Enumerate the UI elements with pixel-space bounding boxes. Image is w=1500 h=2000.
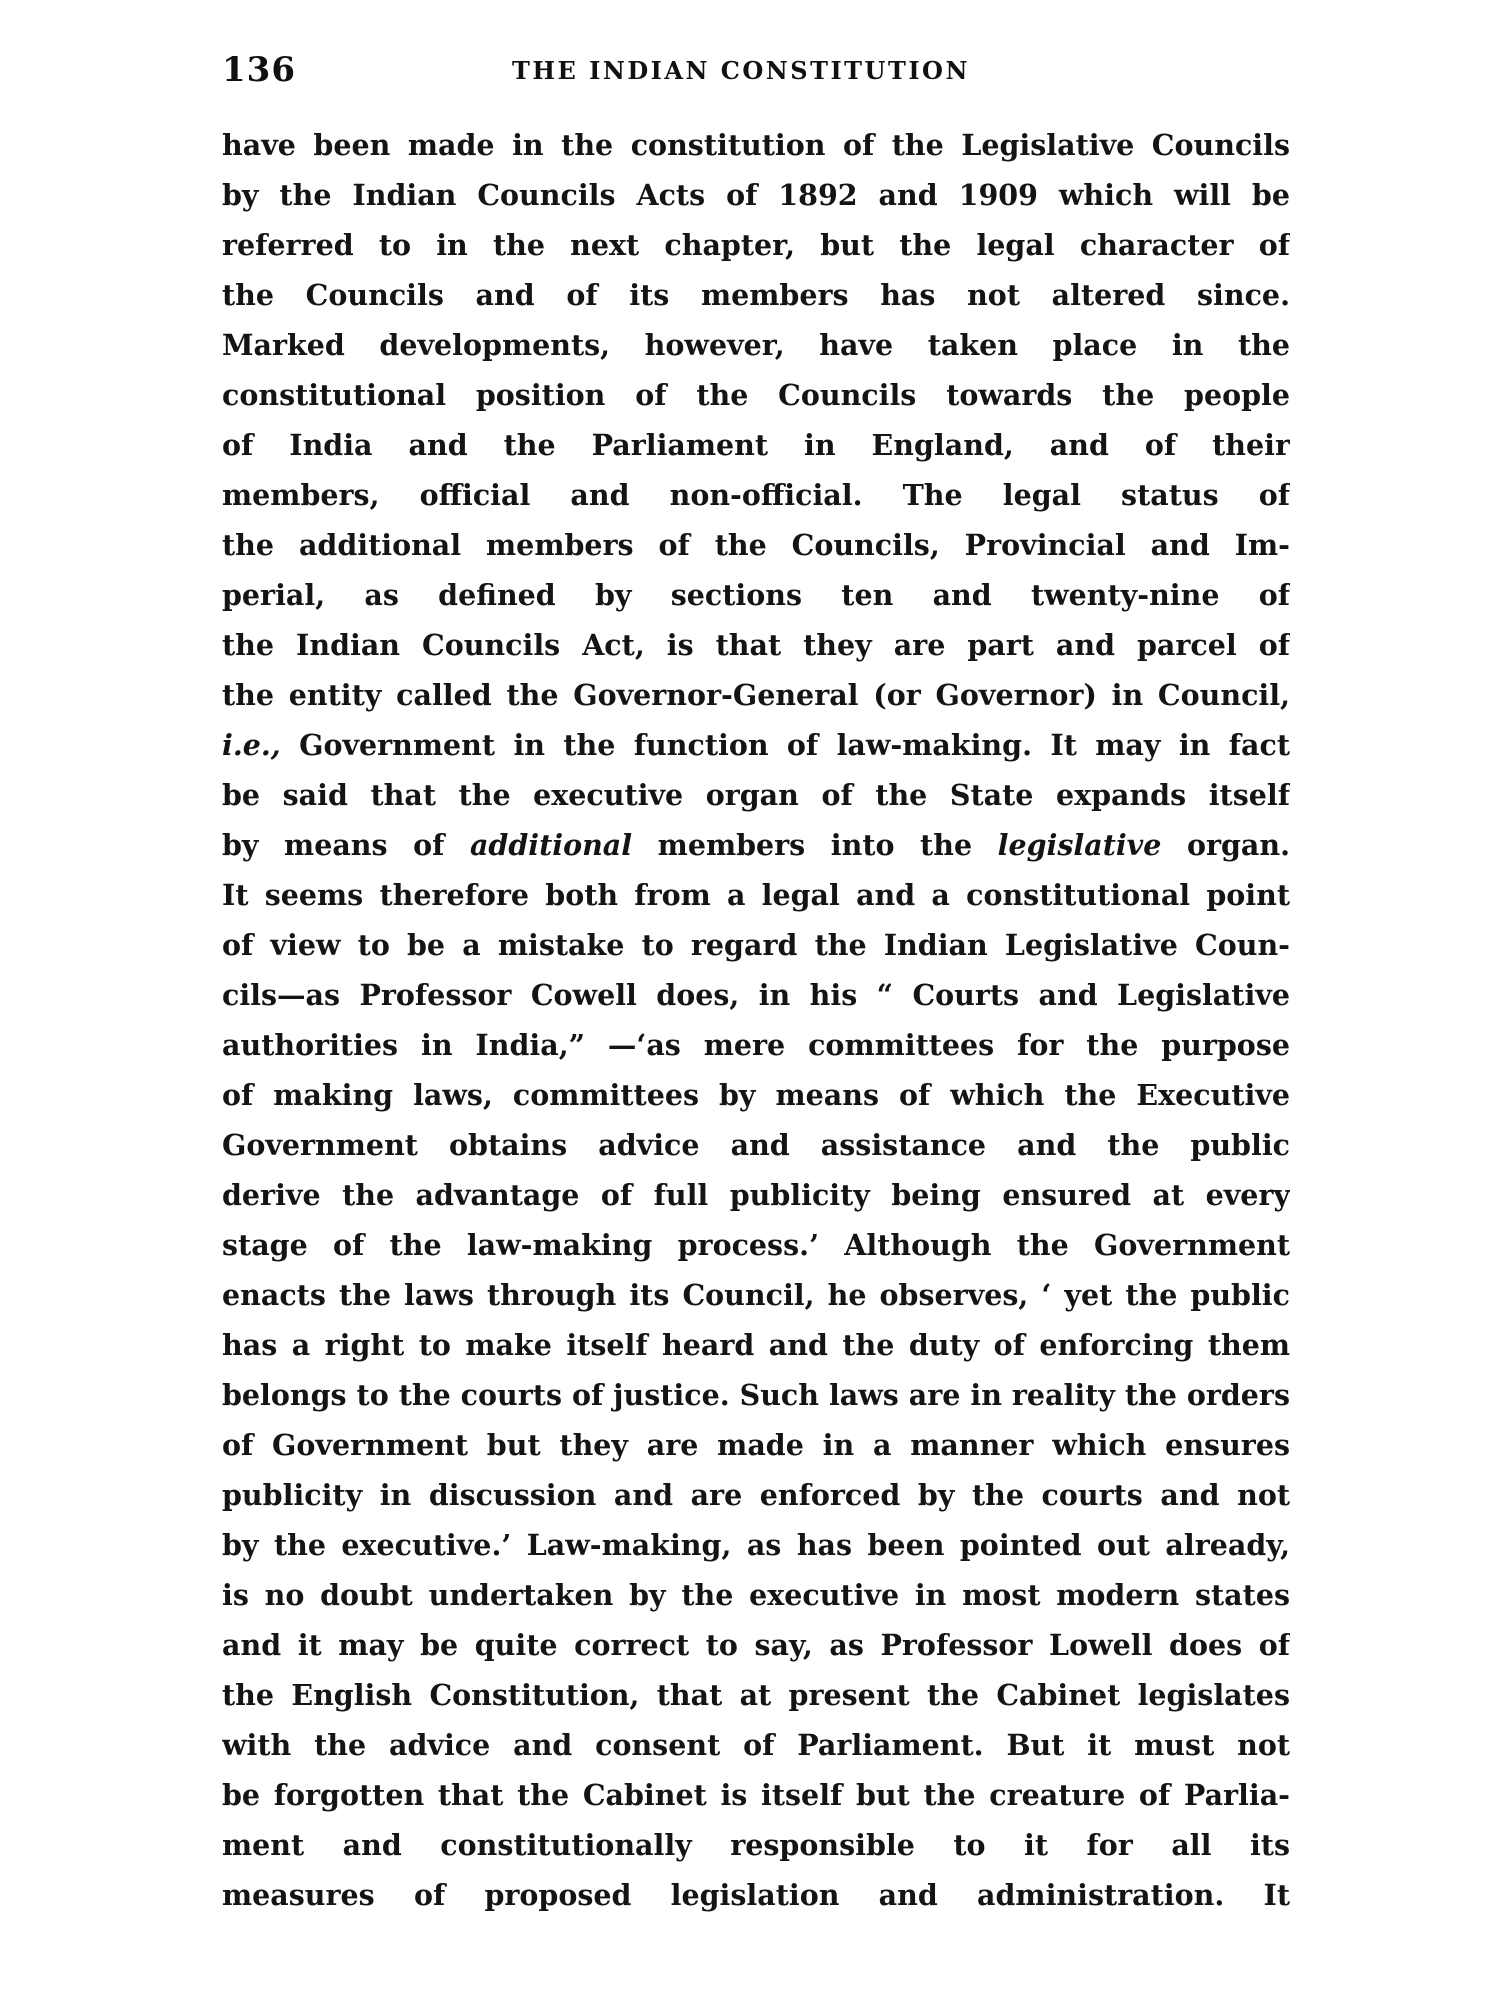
text-line: measures of proposed legislation and administration. It [222,1878,1290,1912]
text-line: authorities in India,” —‘as mere committees for the purpose [222,1028,1290,1062]
text-line: Marked developments, however, have taken place in the [222,328,1290,362]
text-line: be said that the executive organ of the State expands itself [222,778,1290,812]
text-line: It seems therefore both from a legal and a constitutional point [222,878,1290,912]
text-line: the English Constitution, that at present the Cabinet legislates [222,1678,1290,1712]
text-line: stage of the law-making process.’ Although the Government [222,1228,1290,1262]
text-line: the Councils and of its members has not altered since. [222,278,1290,312]
text-line: publicity in discussion and are enforced by the courts and not [222,1478,1290,1512]
italic-text: additional [469,828,633,862]
text-line: by the executive.’ Law-making, as has been pointed out already, [222,1528,1290,1562]
text-line: be forgotten that the Cabinet is itself but the creature of Parlia- [222,1778,1290,1812]
page-header [222,46,1290,96]
text-line: the entity called the Governor-General (or Governor) in Council, [222,678,1290,712]
text-line: have been made in the constitution of the Legislative Councils [222,128,1290,162]
text-line: has a right to make itself heard and the duty of enforcing them [222,1328,1290,1362]
text-segment: organ. [1161,828,1290,862]
text-line: enacts the laws through its Council, he observes, ‘ yet the public [222,1278,1290,1312]
page-number: 136 [222,50,296,90]
text-line [222,720,1290,770]
text-segment: by means of [222,828,470,862]
text-line: and it may be quite correct to say, as Professor Lowell does of [222,1628,1290,1662]
text-line: is no doubt undertaken by the executive in most modern states [222,1578,1290,1612]
text-line: of making laws, committees by means of which the Executive [222,1078,1290,1112]
text-line: referred to in the next chapter, but the legal character of [222,228,1290,262]
text-line: derive the advantage of full publicity being ensured at every [222,1178,1290,1212]
text-line: of India and the Parliament in England, and of their [222,428,1290,462]
text-line: the additional members of the Councils, Provincial and Im- [222,528,1290,562]
text-line: with the advice and consent of Parliament. But it must not [222,1728,1290,1762]
italic-text: i.e., [222,728,281,762]
text-line: of Government but they are made in a manner which ensures [222,1428,1290,1462]
text-line: Government obtains advice and assistance and the public [222,1128,1290,1162]
text-line: by the Indian Councils Acts of 1892 and 1909 which will be [222,178,1290,212]
text-line: perial, as defined by sections ten and twenty-nine of [222,578,1290,612]
body-paragraph [222,120,1290,1920]
text-line: the Indian Councils Act, is that they are part and parcel of [222,628,1290,662]
running-title: THE INDIAN CONSTITUTION [512,56,970,85]
text-segment: Government in the function of law-making. It may in fact [280,728,1290,762]
text-line: of view to be a mistake to regard the Indian Legislative Coun- [222,928,1290,962]
italic-text: legislative [997,828,1162,862]
text-line: ment and constitutionally responsible to it for all its [222,1828,1290,1862]
text-line [222,820,1290,870]
text-line: members, official and non-official. The legal status of [222,478,1290,512]
text-line: constitutional position of the Councils towards the people [222,378,1290,412]
text-line: cils—as Professor Cowell does, in his “ Courts and Legislative [222,978,1290,1012]
text-segment: members into the [632,828,998,862]
text-line: belongs to the courts of justice. Such laws are in reality the orders [222,1378,1290,1412]
